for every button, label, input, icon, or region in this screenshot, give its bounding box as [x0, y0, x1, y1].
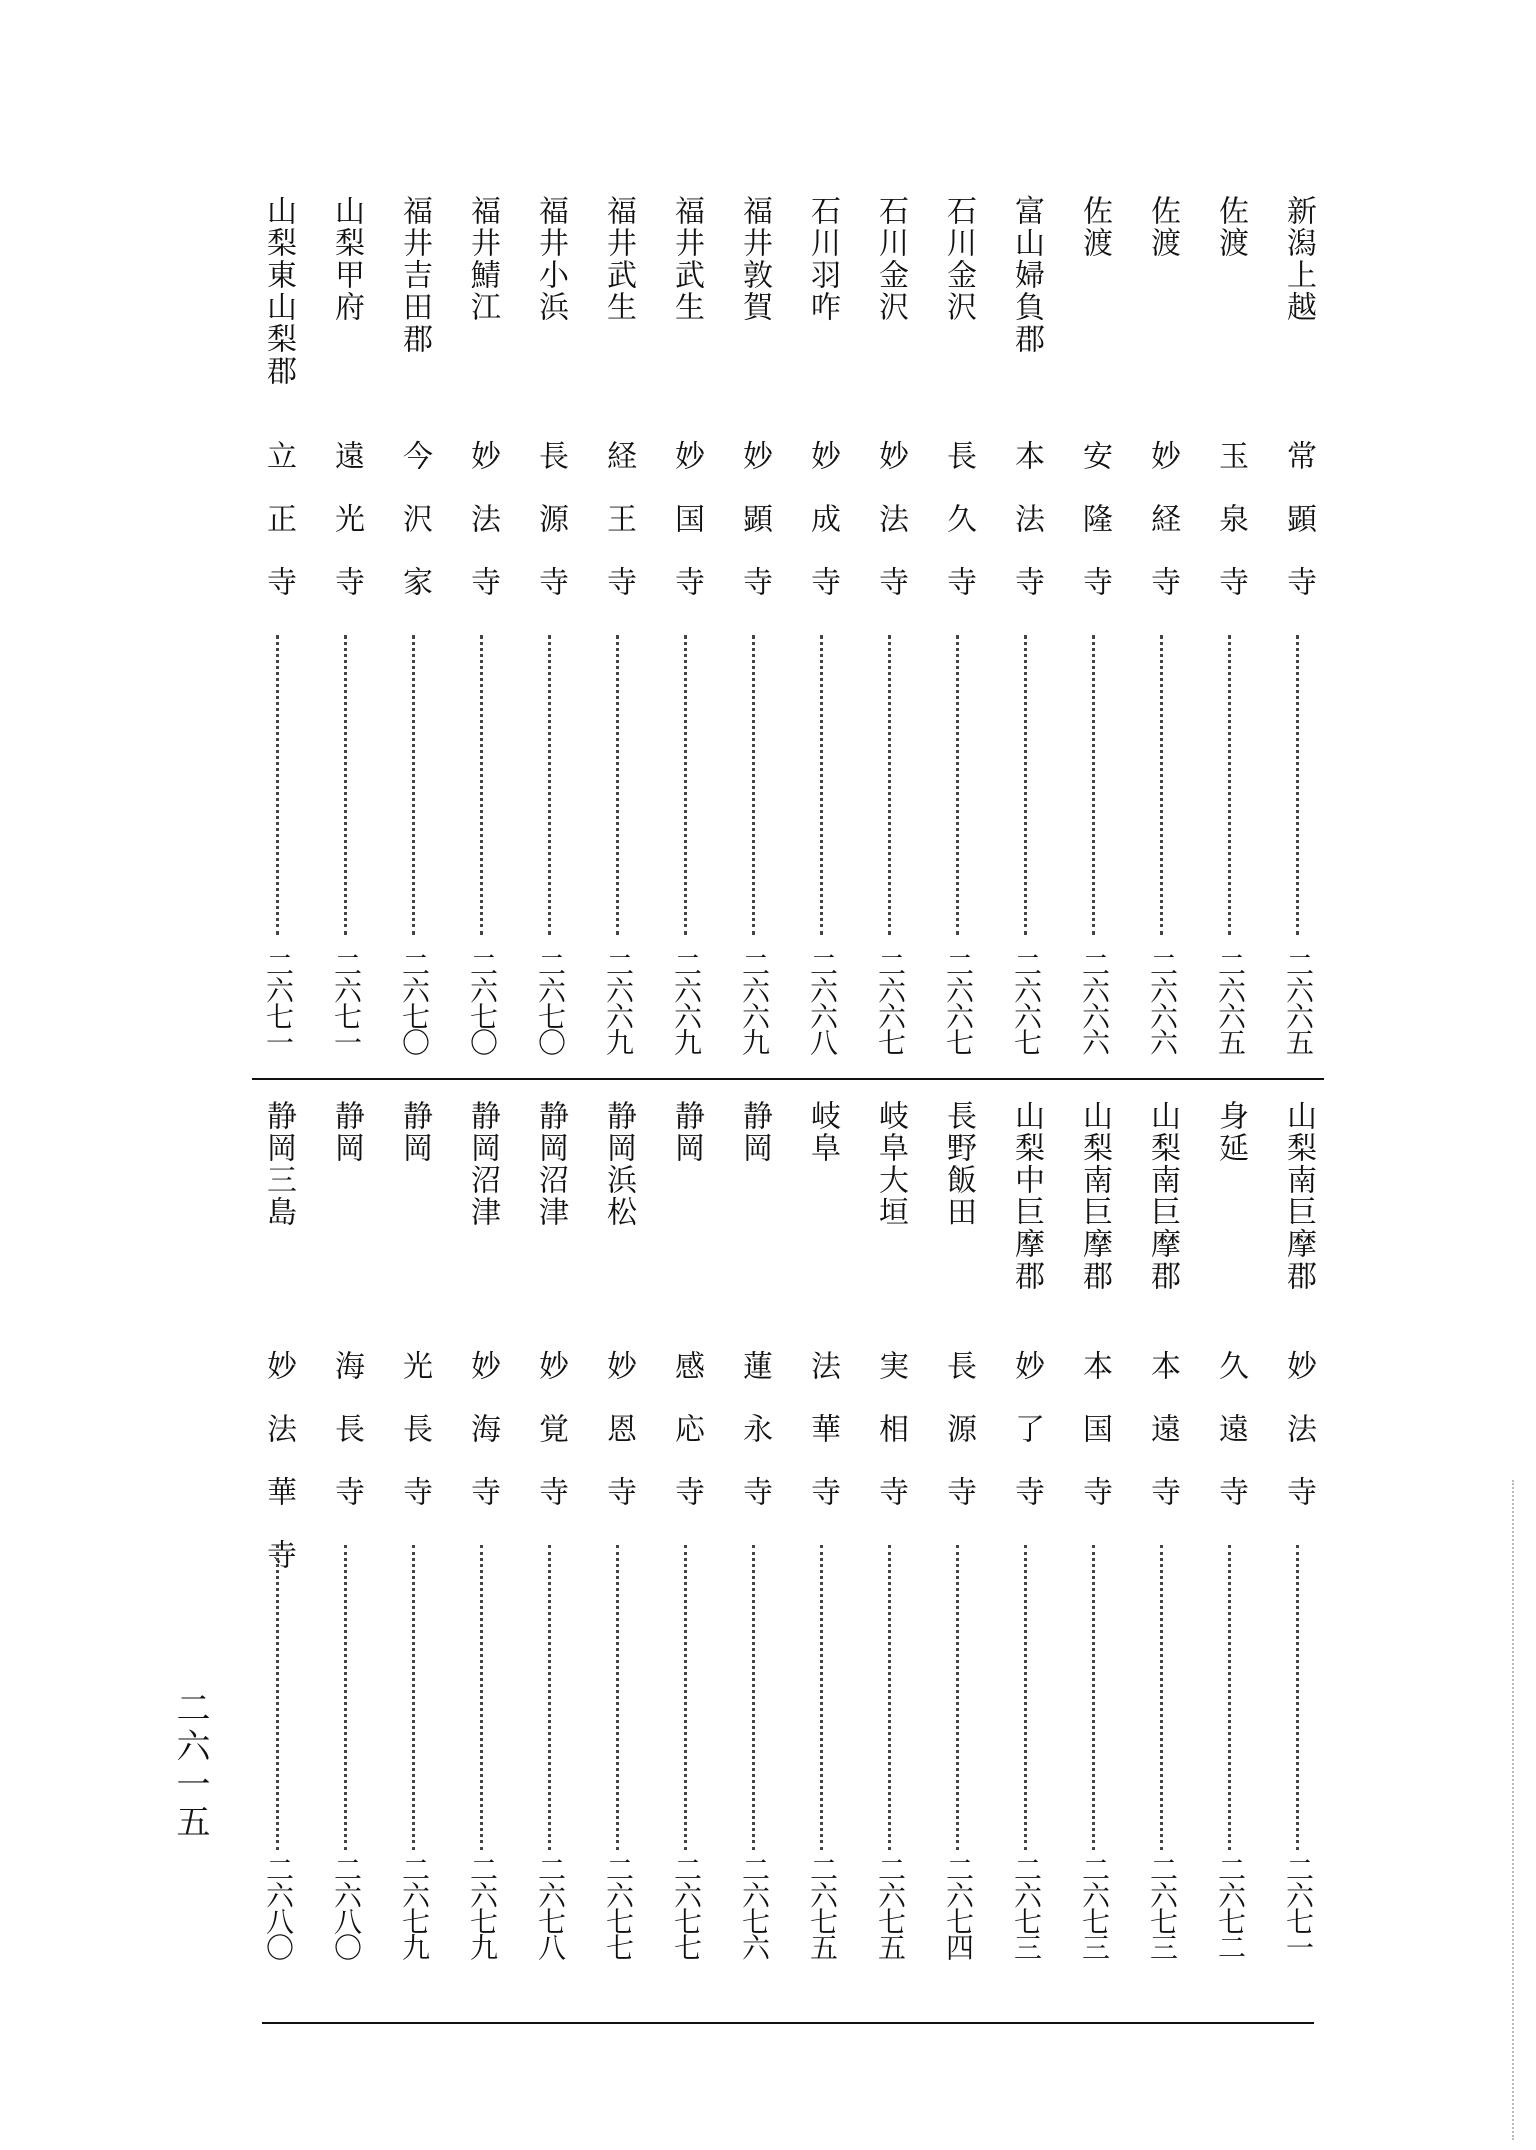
place-name: 静岡沼津 [465, 1100, 500, 1228]
dot-leader [616, 1545, 619, 1850]
dot-leader [1296, 635, 1299, 935]
index-entry [530, 1100, 570, 1980]
page-number: 二六六七 [874, 950, 907, 1054]
place-name: 石川羽咋 [805, 195, 840, 323]
place-name: 静岡 [737, 1100, 772, 1164]
index-entry [1142, 1100, 1182, 1980]
page-number: 二六七三 [1010, 1855, 1043, 1959]
page-number: 二六六九 [738, 950, 771, 1054]
dot-leader [1296, 1545, 1299, 1850]
temple-name: 常顕寺 [1281, 440, 1316, 629]
temple-name: 妙顕寺 [737, 440, 772, 629]
dot-leader [752, 1545, 755, 1850]
dot-leader [548, 635, 551, 935]
temple-name: 本法寺 [1009, 440, 1044, 629]
index-entry [1278, 1100, 1318, 1980]
page-number: 二六七二 [1214, 1855, 1247, 1959]
dot-leader [412, 1545, 415, 1850]
temple-name: 今沢家 [397, 440, 432, 629]
place-name: 福井武生 [669, 195, 704, 323]
temple-name: 蓮永寺 [737, 1350, 772, 1539]
temple-name: 妙経寺 [1145, 440, 1180, 629]
dot-leader [684, 635, 687, 935]
page-number: 二六七三 [1078, 1855, 1111, 1959]
temple-name: 遠光寺 [329, 440, 364, 629]
index-entry [258, 1100, 298, 1980]
place-name: 福井鯖江 [465, 195, 500, 323]
page-number: 二六八〇 [330, 1855, 363, 1959]
dot-leader [820, 1545, 823, 1850]
page-number: 二六七三 [1146, 1855, 1179, 1959]
index-entry [1210, 1100, 1250, 1980]
index-entry [870, 195, 910, 1065]
page-number: 二六七〇 [534, 950, 567, 1054]
index-entry [326, 195, 366, 1065]
temple-name: 妙恩寺 [601, 1350, 636, 1539]
temple-name: 海長寺 [329, 1350, 364, 1539]
page-number: 二六八〇 [262, 1855, 295, 1959]
dot-leader [888, 1545, 891, 1850]
dot-leader [1024, 635, 1027, 935]
index-entry [394, 195, 434, 1065]
scan-edge-artifact [1512, 1480, 1514, 2140]
dot-leader [820, 635, 823, 935]
index-section-top [258, 195, 1318, 1065]
page-number: 二六七四 [942, 1855, 975, 1959]
dot-leader [956, 1545, 959, 1850]
index-entry [326, 1100, 366, 1980]
page-number: 二六七五 [874, 1855, 907, 1959]
index-entry [666, 1100, 706, 1980]
page-number: 二六七一 [330, 950, 363, 1054]
page-number: 二六六五 [1214, 950, 1247, 1054]
temple-name: 立正寺 [261, 440, 296, 629]
place-name: 山梨南巨摩郡 [1145, 1100, 1180, 1292]
index-section-bottom [258, 1100, 1318, 1980]
temple-name: 妙法華寺 [261, 1350, 296, 1602]
dot-leader [276, 635, 279, 935]
page-number: 二六七八 [534, 1855, 567, 1959]
page-number: 二六七一 [1282, 1855, 1315, 1959]
place-name: 静岡浜松 [601, 1100, 636, 1228]
index-entry [598, 1100, 638, 1980]
place-name: 身延 [1213, 1100, 1248, 1164]
temple-name: 実相寺 [873, 1350, 908, 1539]
temple-name: 光長寺 [397, 1350, 432, 1539]
place-name: 静岡三島 [261, 1100, 296, 1228]
place-name: 新潟上越 [1281, 195, 1316, 323]
page-number: 二六六六 [1078, 950, 1111, 1054]
place-name: 福井敦賀 [737, 195, 772, 323]
index-entry [938, 1100, 978, 1980]
index-entry [598, 195, 638, 1065]
place-name: 静岡 [329, 1100, 364, 1164]
dot-leader [344, 635, 347, 935]
place-name: 佐渡 [1077, 195, 1112, 259]
dot-leader [344, 1545, 347, 1850]
page-number: 二六七七 [670, 1855, 703, 1959]
index-entry [870, 1100, 910, 1980]
index-entry [1074, 195, 1114, 1065]
temple-name: 法華寺 [805, 1350, 840, 1539]
page-number: 二六七九 [398, 1855, 431, 1959]
place-name: 佐渡 [1213, 195, 1248, 259]
temple-name: 妙海寺 [465, 1350, 500, 1539]
temple-name: 安隆寺 [1077, 440, 1112, 629]
index-entry [1074, 1100, 1114, 1980]
place-name: 石川金沢 [873, 195, 908, 323]
index-entry [1278, 195, 1318, 1065]
page-number: 二六七〇 [466, 950, 499, 1054]
index-entry [1006, 195, 1046, 1065]
temple-name: 妙了寺 [1009, 1350, 1044, 1539]
page-number: 二六七〇 [398, 950, 431, 1054]
folio-page-number: 二六一五 [170, 1690, 210, 1842]
index-entry [802, 1100, 842, 1980]
index-entry [1210, 195, 1250, 1065]
place-name: 岐阜大垣 [873, 1100, 908, 1228]
page-number: 二六六六 [1146, 950, 1179, 1054]
dot-leader [480, 1545, 483, 1850]
place-name: 長野飯田 [941, 1100, 976, 1228]
temple-name: 長久寺 [941, 440, 976, 629]
dot-leader [888, 635, 891, 935]
dot-leader [548, 1545, 551, 1850]
place-name: 福井小浜 [533, 195, 568, 323]
temple-name: 妙成寺 [805, 440, 840, 629]
dot-leader [752, 635, 755, 935]
dot-leader [1160, 1545, 1163, 1850]
temple-name: 妙国寺 [669, 440, 704, 629]
dot-leader [480, 635, 483, 935]
index-entry [258, 195, 298, 1065]
place-name: 福井吉田郡 [397, 195, 432, 355]
page-number: 二六七七 [602, 1855, 635, 1959]
page-number: 二六七一 [262, 950, 295, 1054]
place-name: 山梨中巨摩郡 [1009, 1100, 1044, 1292]
index-entry [462, 195, 502, 1065]
dot-leader [1092, 635, 1095, 935]
page-number: 二六六七 [942, 950, 975, 1054]
dot-leader [412, 635, 415, 935]
temple-name: 妙法寺 [465, 440, 500, 629]
temple-name: 玉泉寺 [1213, 440, 1248, 629]
page-number: 二六七五 [806, 1855, 839, 1959]
page-number: 二六七六 [738, 1855, 771, 1959]
temple-name: 経王寺 [601, 440, 636, 629]
temple-name: 久遠寺 [1213, 1350, 1248, 1539]
temple-name: 長源寺 [941, 1350, 976, 1539]
place-name: 佐渡 [1145, 195, 1180, 259]
dot-leader [276, 1545, 279, 1850]
place-name: 静岡 [669, 1100, 704, 1164]
page-number: 二六六七 [1010, 950, 1043, 1054]
dot-leader [1228, 635, 1231, 935]
place-name: 富山婦負郡 [1009, 195, 1044, 355]
index-entry [734, 1100, 774, 1980]
page-number: 二六七九 [466, 1855, 499, 1959]
index-entry [666, 195, 706, 1065]
index-entry [394, 1100, 434, 1980]
temple-name: 妙法寺 [873, 440, 908, 629]
index-entry [734, 195, 774, 1065]
page-number: 二六六八 [806, 950, 839, 1054]
page-number: 二六六九 [602, 950, 635, 1054]
dot-leader [1092, 1545, 1095, 1850]
page-number: 二六六五 [1282, 950, 1315, 1054]
dot-leader [684, 1545, 687, 1850]
page-number: 二六六九 [670, 950, 703, 1054]
place-name: 静岡沼津 [533, 1100, 568, 1228]
temple-name: 妙法寺 [1281, 1350, 1316, 1539]
index-entry [938, 195, 978, 1065]
section-divider [252, 1078, 1324, 1080]
index-entry [802, 195, 842, 1065]
place-name: 山梨南巨摩郡 [1077, 1100, 1112, 1292]
dot-leader [1024, 1545, 1027, 1850]
place-name: 岐阜 [805, 1100, 840, 1164]
footer-rule [262, 2022, 1314, 2024]
place-name: 山梨甲府 [329, 195, 364, 323]
index-entry [1006, 1100, 1046, 1980]
temple-name: 妙覚寺 [533, 1350, 568, 1539]
dot-leader [956, 635, 959, 935]
index-entry [462, 1100, 502, 1980]
place-name: 石川金沢 [941, 195, 976, 323]
temple-name: 感応寺 [669, 1350, 704, 1539]
place-name: 山梨東山梨郡 [261, 195, 296, 387]
place-name: 山梨南巨摩郡 [1281, 1100, 1316, 1292]
dot-leader [616, 635, 619, 935]
place-name: 静岡 [397, 1100, 432, 1164]
index-entry [530, 195, 570, 1065]
temple-name: 本遠寺 [1145, 1350, 1180, 1539]
dot-leader [1228, 1545, 1231, 1850]
place-name: 福井武生 [601, 195, 636, 323]
index-entry [1142, 195, 1182, 1065]
dot-leader [1160, 635, 1163, 935]
temple-name: 長源寺 [533, 440, 568, 629]
temple-name: 本国寺 [1077, 1350, 1112, 1539]
